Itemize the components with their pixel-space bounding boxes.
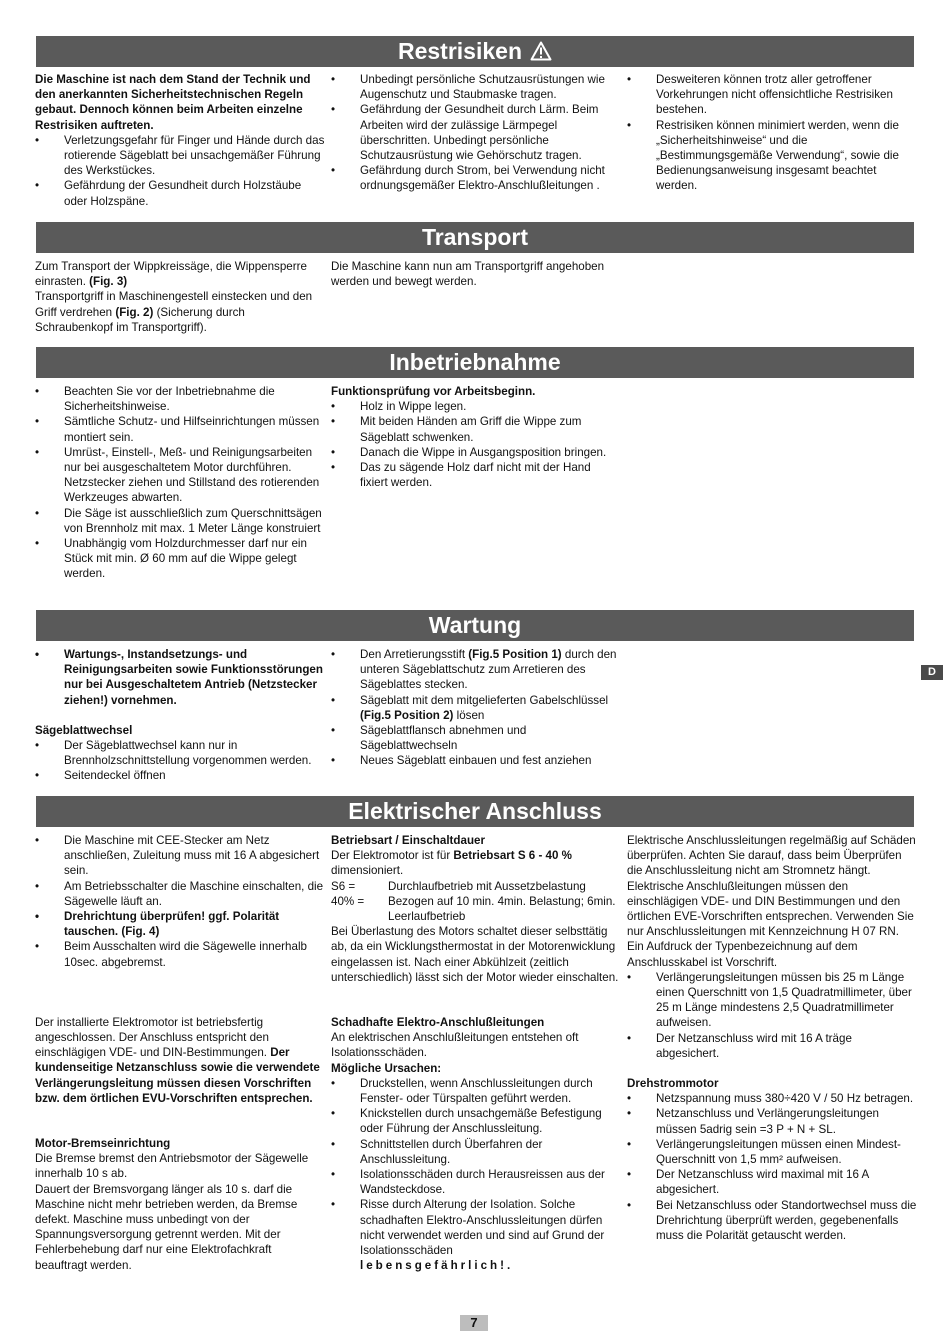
list-item: • Gefährdung der Gesundheit durch Holzstäube oder Holzspäne. xyxy=(35,178,325,208)
list-item: • Das zu sägende Holz darf nicht mit der Hand fixiert werden. xyxy=(331,460,621,490)
text-run: dimensioniert. xyxy=(331,864,404,878)
section-title: Inbetriebnahme xyxy=(389,349,561,375)
list-item: • Beim Ausschalten wird die Sägewelle innerhalb 10sec. abgebremst. xyxy=(35,939,325,969)
subheading: Betriebsart / Einschaltdauer xyxy=(331,834,485,847)
restrisiken-list-3 xyxy=(627,72,917,194)
subheading: Funktionsprüfung vor Arbeitsbeginn. xyxy=(331,385,536,398)
list-item: • Verlängerungsleitungen müssen bis 25 m Länge einen Querschnitt von 1,5 Quadratmillimeter, über 25 m Länge mindestens 2,5 Quadratmillimeter aufweisen. xyxy=(627,970,917,1031)
section-title: Restrisiken xyxy=(397,38,522,64)
text-run: lösen xyxy=(453,708,485,722)
section-title: Elektrischer Anschluss xyxy=(348,798,602,824)
list-item: • Umrüst-, Einstell-, Meß- und Reinigungsarbeiten nur bei ausgeschaltetem Motor durchführen. Netzstecker ziehen und Stillstand des rotierenden Werkzeuges abwarten. xyxy=(35,445,325,506)
list-item xyxy=(331,693,621,723)
list-item: • Gefährdung der Gesundheit durch Lärm. Beim Arbeiten wird der zulässige Lärmpegel überschritten. Unbedingt persönliche Schutzausrüstung wie Gehörschutz tragen. xyxy=(331,102,621,163)
text-run: Der kundenseitige Netzanschluss sowie die verwendete Verlängerungsleitung müssen diesen Vorschriften bzw. dem örtlichen EVU-Vorschriften entsprechen. xyxy=(35,1046,320,1105)
list-item: • Knickstellen durch unsachgemäße Befestigung oder Führung der Anschlussleitung. xyxy=(331,1106,621,1136)
restrisiken-col-1 xyxy=(35,72,325,209)
subheading: Drehstrommotor xyxy=(627,1077,719,1091)
list-item: • Neues Sägeblatt einbauen und fest anziehen xyxy=(331,753,621,768)
section-title: Wartung xyxy=(428,612,522,638)
transport-text-2 xyxy=(35,289,325,335)
transport-col-2 xyxy=(331,259,621,289)
list-item: • Sämtliche Schutz- und Hilfseinrichtungen müssen montiert sein. xyxy=(35,414,325,444)
text-run: Risse durch Alterung der Isolation. Solche schadhaften Elektro-Anschlussleitungen dürfen nicht verwendet werden und sind auf Grund der Isolationsschäden xyxy=(360,1198,605,1258)
definition-value: Bezogen auf 10 min. 4min. Belastung; 6min. Leerlaufbetrieb xyxy=(388,894,616,924)
list-item: • Der Sägeblattwechsel kann nur in Brennholzschnittstellung vorgenommen werden. xyxy=(35,738,325,768)
list-item: • Der Netzanschluss wird maximal mit 16 A abgesichert. xyxy=(627,1167,917,1197)
restrisiken-list-2 xyxy=(331,72,621,194)
elektrisch-col-1 xyxy=(35,833,325,1273)
page-number: 7 xyxy=(460,1315,488,1331)
section-header-elektrischer-anschluss xyxy=(36,796,914,827)
restrisiken-intro: Die Maschine ist nach dem Stand der Technik und den anerkannten Sicherheitstechnischen Regeln gebaut. Dennoch können beim Arbeiten einzelne Restrisiken auftreten. xyxy=(35,73,311,132)
text-run: Den Arretierungsstift xyxy=(360,648,469,661)
elektrisch-col-2 xyxy=(331,833,621,1273)
restrisiken-col-2 xyxy=(331,72,621,194)
list-item: • Gefährdung durch Strom, bei Verwendung nicht ordnungsgemäßer Elektro-Anschlußleitungen . xyxy=(331,163,621,193)
list-item: • Am Betriebsschalter die Maschine einschalten, die Sägewelle läuft an. xyxy=(35,879,325,909)
damage-text: An elektrischen Anschlußleitungen entstehen oft Isolationsschäden. xyxy=(331,1031,579,1060)
language-tab: D xyxy=(921,665,943,680)
text-run: Der Elektromotor ist für xyxy=(331,849,454,863)
list-item: • Netzanschluss und Verlängerungsleitungen müssen 5adrig sein =3 P + N + SL. xyxy=(627,1106,917,1136)
list-item: • Netzspannung muss 380÷420 V / 50 Hz betragen. xyxy=(627,1091,917,1106)
list-item: • Seitendeckel öffnen xyxy=(35,768,325,783)
list-item: • Schnittstellen durch Überfahren der Anschlussleitung. xyxy=(331,1137,621,1167)
list-item: • Die Maschine mit CEE-Stecker am Netz anschließen, Zuleitung muss mit 16 A abgesichert sein. xyxy=(35,833,325,879)
brake-text-1: Die Bremse bremst den Antriebsmotor der Sägewelle innerhalb 10 s ab. xyxy=(35,1152,309,1181)
wartung-col-2 xyxy=(331,647,621,769)
figure-ref: (Fig. 2) xyxy=(115,305,154,319)
definition-key: S6 = xyxy=(331,879,356,893)
list-item: • Die Säge ist ausschließlich zum Querschnittsägen von Brennholz mit max. 1 Meter Länge konstruiert xyxy=(35,506,325,536)
list-item: • Isolationsschäden durch Herausreissen aus der Wandsteckdose. xyxy=(331,1167,621,1197)
list-item: • Holz in Wippe legen. xyxy=(331,399,621,414)
restrisiken-col-3 xyxy=(627,72,917,194)
section-header-transport xyxy=(36,222,914,253)
definition-row xyxy=(331,879,621,894)
list-item xyxy=(331,647,621,693)
warning-triangle-icon xyxy=(530,38,552,69)
list-item: • Restrisiken können minimiert werden, wenn die „Sicherheitshinweise“ und die „Bestimmungsgemäße Verwendung“, sowie die Bedienungsanweisung insgesamt beachtet werden. xyxy=(627,118,917,194)
causes-list xyxy=(331,1076,621,1274)
list-item: • Bei Netzanschluss oder Standortwechsel muss die Drehrichtung überprüft werden, gegebenenfalls muss die Polarität getauscht werden. xyxy=(627,1198,917,1244)
text-run: Sägeblatt mit dem mitgelieferten Gabelschlüssel xyxy=(360,693,609,707)
figure-ref: (Fig.5 Position 2) xyxy=(360,708,454,722)
restrisiken-list-1 xyxy=(35,133,325,209)
section-header-restrisiken xyxy=(36,36,914,67)
elektrisch-col-3 xyxy=(627,833,917,1243)
list-item: • Verlängerungsleitungen müssen einen Mindest-Querschnitt von 1,5 mm² aufweisen. xyxy=(627,1137,917,1167)
transport-col-1 xyxy=(35,259,325,335)
inbetriebnahme-list-2 xyxy=(331,399,621,490)
figure-ref: (Fig. 3) xyxy=(89,275,128,289)
brake-text-2: Dauert der Bremsvorgang länger als 10 s. darf die Maschine nicht mehr betrieben werden, da Bremse defekt. Maschine muss unbedingt von der Spannungsversorgung getrennt werden. Mit der Fehlerbehebung darf nur eine Elektrofachkraft beauftragt werden. xyxy=(35,1182,298,1272)
list-item: • Verletzungsgefahr für Finger und Hände durch das rotierende Sägeblatt bei unsachgemäßer Führung des Werkstückes. xyxy=(35,133,325,179)
wartung-list-1 xyxy=(35,647,325,708)
text-run: lebensgefährlich!. xyxy=(360,1259,514,1273)
elektrisch-list-1 xyxy=(35,833,325,970)
transport-text-3: Die Maschine kann nun am Transportgriff angehoben werden und bewegt werden. xyxy=(331,260,605,289)
definition-value: Durchlaufbetrieb mit Aussetzbelastung xyxy=(388,879,586,893)
transport-text-1 xyxy=(35,259,325,289)
text-run: (Sicherung durch Schraubenkopf im Transportgriff). xyxy=(35,305,245,334)
wartung-col-1 xyxy=(35,647,325,784)
subheading: Mögliche Ursachen: xyxy=(331,1061,442,1075)
list-item: • Desweiteren können trotz aller getroffener Vorkehrungen nicht offensichtliche Restrisiken bestehen. xyxy=(627,72,917,118)
list-item: • Sägeblattflansch abnehmen und Sägeblattwechseln xyxy=(331,723,621,753)
text-run: Der installierte Elektromotor ist betriebsfertig angeschlossen. Der Anschluss entspricht den einschlägigen VDE- und DIN-Bestimmungen. xyxy=(35,1015,271,1060)
text-run: Zum Transport der Wippkreissäge, die Wippensperre einrasten. xyxy=(35,260,307,289)
list-item xyxy=(331,1197,621,1273)
text-run: durch den unteren Sägeblattschutz zum Arretieren des Sägeblattes stecken. xyxy=(360,648,617,692)
cable-list xyxy=(627,970,917,1061)
list-item: • Unabhängig vom Holzdurchmesser darf nur ein Stück mit min. Ø 60 mm auf die Wippe gelegt werden. xyxy=(35,536,325,582)
drehstrom-list xyxy=(627,1091,917,1243)
subheading: Motor-Bremseinrichtung xyxy=(35,1137,171,1151)
definition-key: 40% = xyxy=(331,894,365,908)
figure-ref: (Fig.5 Position 1) xyxy=(468,648,562,661)
subheading: Sägeblattwechsel xyxy=(35,723,133,737)
list-item: • Der Netzanschluss wird mit 16 A träge abgesichert. xyxy=(627,1031,917,1061)
list-item: • Mit beiden Händen am Griff die Wippe zum Sägeblatt schwenken. xyxy=(331,414,621,444)
section-title: Transport xyxy=(421,224,529,250)
overload-text: Bei Überlastung des Motors schaltet dieser selbsttätig ab, da ein Wicklungsthermostat in der Motorenwicklung eingelassen ist. Nach einer Abkühlzeit (zeitlich unterschiedlich) lässt sich der Motor wieder einschalten. xyxy=(331,925,619,984)
inbetriebnahme-col-1 xyxy=(35,384,325,582)
list-item: • Druckstellen, wenn Anschlussleitungen durch Fenster- oder Türspalten geführt werden. xyxy=(331,1076,621,1106)
definition-row xyxy=(331,894,621,924)
cable-check-text: Elektrische Anschlussleitungen regelmäßig auf Schäden überprüfen. Achten Sie darauf, dass beim Überprüfen die Anschlussleitung nicht am Stromnetz hängt. Elektrische Anschlußleitungen müssen den einschlägigen VDE- und DIN Bestimmungen und den örtlichen EVE-Vorschriften entsprechen. Verwenden Sie nur Anschlussleitungen mit Kennzeichnung H 07 RN. Ein Aufdruck der Typenbezeichnung auf dem Anschlusskabel ist Vorschrift. xyxy=(627,834,916,969)
text-run: Betriebsart S 6 - 40 % xyxy=(453,849,572,863)
inbetriebnahme-list-1 xyxy=(35,384,325,582)
section-header-wartung xyxy=(36,610,914,641)
list-item: • Wartungs-, Instandsetzungs- und Reinigungsarbeiten sowie Funktionsstörungen nur bei Ausgeschaltetem Antrieb (Netzstecker ziehen!) vornehmen. xyxy=(35,647,325,708)
list-item: • Danach die Wippe in Ausgangsposition bringen. xyxy=(331,445,621,460)
wartung-list-3 xyxy=(331,647,621,769)
inbetriebnahme-col-2 xyxy=(331,384,621,490)
duty-text xyxy=(331,848,621,878)
list-item: • Drehrichtung überprüfen! ggf. Polarität tauschen. (Fig. 4) xyxy=(35,909,325,939)
section-header-inbetriebnahme xyxy=(36,347,914,378)
text-run: Transportgriff in Maschinengestell einstecken und den Griff verdrehen xyxy=(35,290,313,319)
subheading: Schadhafte Elektro-Anschlußleitungen xyxy=(331,1016,545,1030)
wartung-list-2 xyxy=(35,738,325,784)
connection-note xyxy=(35,1015,325,1106)
list-item: • Unbedingt persönliche Schutzausrüstungen wie Augenschutz und Staubmaske tragen. xyxy=(331,72,621,102)
list-item: • Beachten Sie vor der Inbetriebnahme die Sicherheitshinweise. xyxy=(35,384,325,414)
